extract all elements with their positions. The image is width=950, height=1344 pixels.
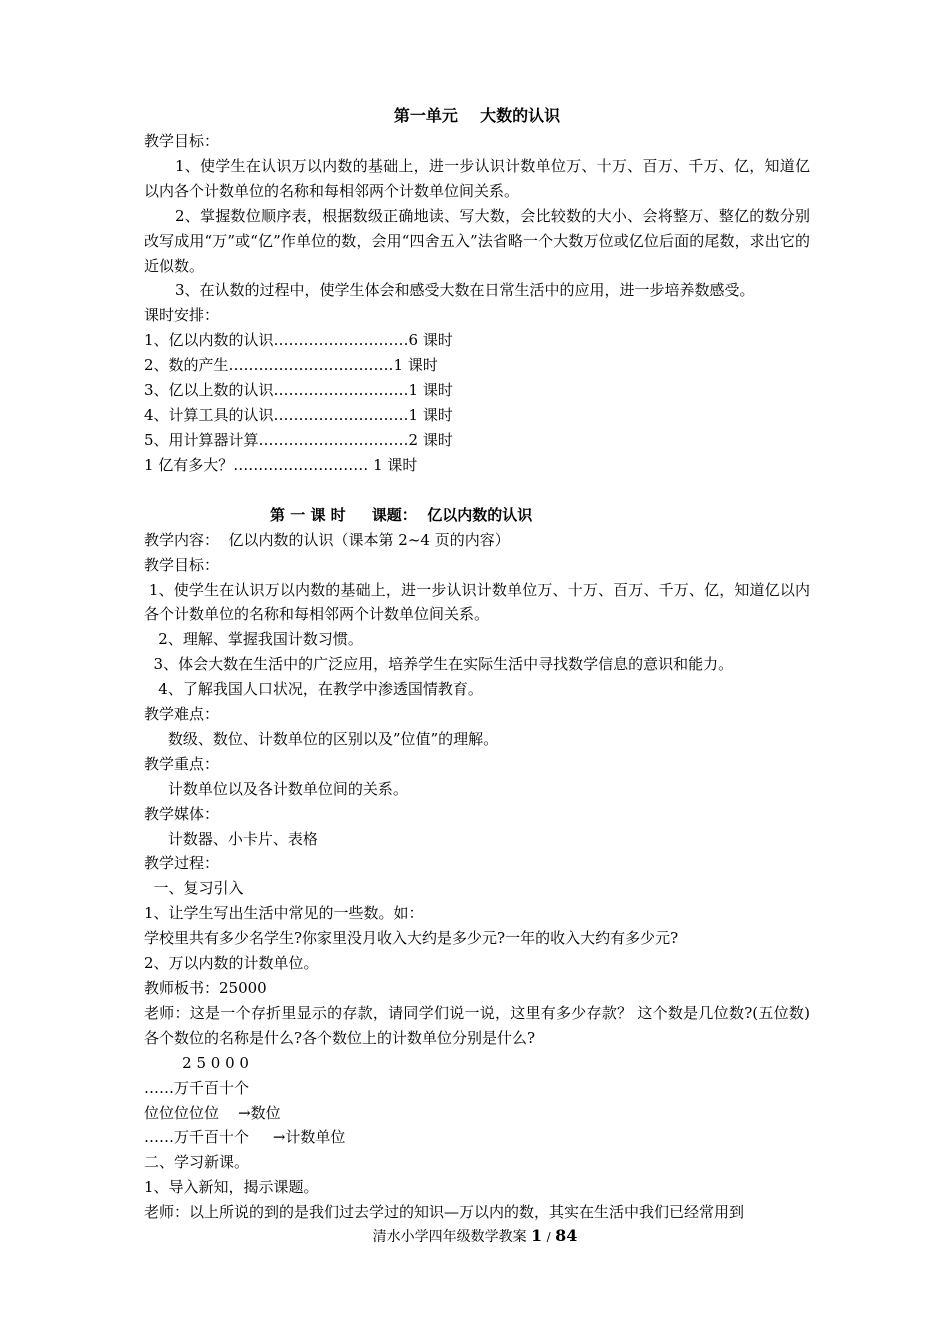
lesson-goal-4: 4、了解我国人口状况，在教学中渗透国情教育。 (144, 680, 483, 699)
unit-goal-3: 3、在认数的过程中，使学生体会和感受大数在日常生活中的应用，进一步培养数感受。 (175, 281, 755, 300)
lesson-goal-1: 1、使学生在认识万以内数的基础上，进一步认识计数单位万、十万、百万、千万、亿，知道亿以内各个计数单位的名称和每相邻两个计数单位间关系。 (144, 580, 810, 624)
unit-goal-2: 2、掌握数位顺序表，根据数级正确地读、写大数，会比较数的大小、会将整万、整亿的数分别改写成用“万”或“亿”作单位的数，会用“四舍五入”法省略一个大数万位或亿位后面的尾数，求出它的近似数。 (144, 206, 810, 275)
page-footer (0, 1226, 950, 1247)
board-text: 教师板书：25000 (144, 979, 267, 997)
teacher-intro: 老师：以上所说的到的是我们过去学过的知识—万以内的数，其实在生活中我们已经常用到 (144, 1203, 745, 1222)
digits-row: 2 5 0 0 0 (144, 1053, 249, 1072)
schedule-item: 5、用计算器计算…………………………2 课时 (144, 430, 453, 449)
footer-page-number: 1 (531, 1226, 543, 1245)
units-row: ……万千百十个 →计数单位 (144, 1128, 346, 1147)
schedule-item: 4、计算工具的认识………………………1 课时 (144, 405, 453, 424)
key-label: 教学重点： (144, 754, 220, 773)
review-item-1: 1、让学生写出生活中常见的一些数。如： (144, 904, 424, 923)
lesson-goal-2: 2、理解、掌握我国计数习惯。 (144, 630, 363, 649)
footer-separator: / (546, 1230, 551, 1244)
schedule-item: 1 亿有多大？……………………… 1 课时 (144, 455, 418, 474)
footer-school: 清水小学四年级数学教案 (372, 1229, 527, 1245)
key-text: 计数单位以及各计数单位间的关系。 (144, 779, 408, 798)
lesson-title: 第 一 课 时 课题： 亿以内数的认识 (270, 505, 533, 524)
review-question: 学校里共有多少名学生?你家里没月收入大约是多少元?一年的收入大约有多少元? (144, 929, 679, 948)
places-row: 位位位位位 →数位 (144, 1103, 281, 1122)
section-gap (144, 478, 810, 502)
lesson-goals-label: 教学目标： (144, 555, 220, 574)
schedule-item: 2、数的产生……………………………1 课时 (144, 356, 438, 375)
schedule-label: 课时安排： (144, 306, 220, 325)
document-page (144, 103, 810, 1225)
lesson-goal-3: 3、体会大数在生活中的广泛应用，培养学生在实际生活中寻找数学信息的意识和能力。 (144, 655, 734, 674)
media-text: 计数器、小卡片、表格 (144, 829, 318, 848)
difficult-text: 数级、数位、计数单位的区别以及”位值”的理解。 (144, 729, 499, 748)
schedule-item: 3、亿以上数的认识………………………1 课时 (144, 381, 453, 400)
media-label: 教学媒体： (144, 804, 220, 823)
unit-goal-1: 1、使学生在认识万以内数的基础上，进一步认识计数单位万、十万、百万、千万、亿，知道亿以内各个计数单位的名称和每相邻两个计数单位间关系。 (144, 156, 810, 200)
schedule-item: 1、亿以内数的认识………………………6 课时 (144, 331, 453, 350)
review-item-2: 2、万以内数的计数单位。 (144, 954, 319, 973)
difficult-label: 教学难点： (144, 705, 220, 724)
goals-label: 教学目标： (144, 132, 220, 150)
process-label: 教学过程： (144, 854, 220, 873)
place-names-row: ……万千百十个 (144, 1078, 250, 1097)
review-heading: 一、复习引入 (144, 879, 244, 898)
teacher-question: 老师：这是一个存折里显示的存款，请同学们说一说，这里有多少存款？ 这个数是几位数?(五位数)各个数位的名称是什么?各个数位上的计数单位分别是什么? (144, 1003, 810, 1047)
new-lesson-item-1: 1、导入新知，揭示课题。 (144, 1178, 319, 1197)
content-line: 教学内容： 亿以内数的认识（课本第 2~4 页的内容） (144, 530, 510, 549)
footer-total-pages: 84 (555, 1226, 578, 1245)
unit-title: 第一单元 大数的认识 (393, 106, 561, 125)
new-lesson-heading: 二、学习新课。 (144, 1153, 250, 1172)
